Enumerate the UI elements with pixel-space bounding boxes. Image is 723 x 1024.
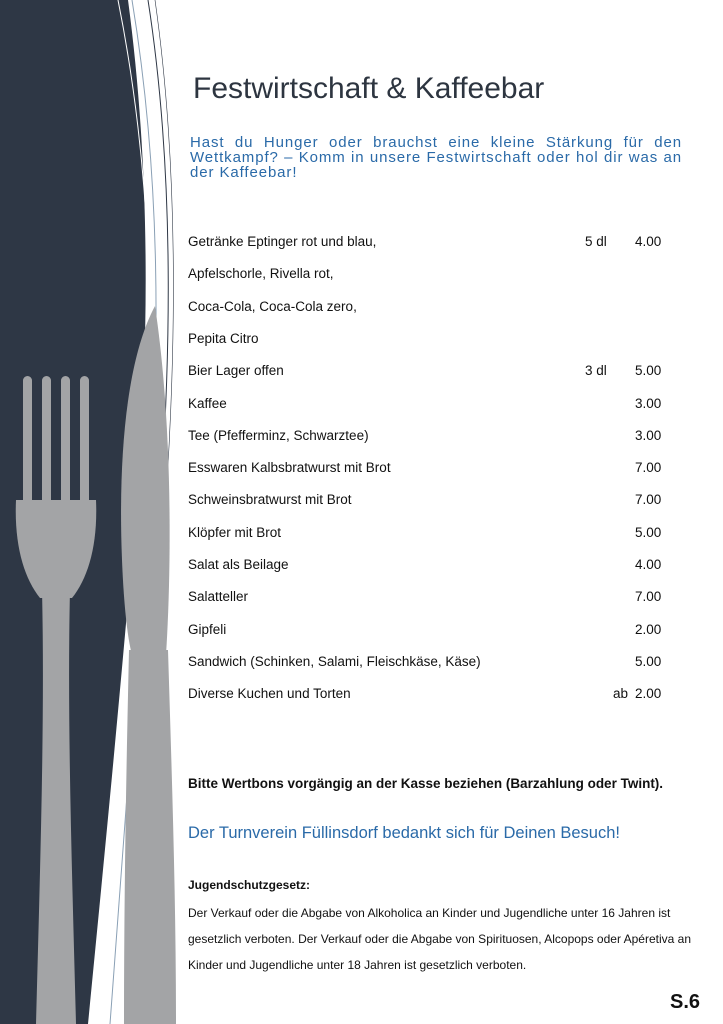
menu-item [188,299,668,319]
menu-item-name: Getränke Eptinger rot und blau, [188,234,377,249]
menu-item-name: Esswaren Kalbsbratwurst mit Brot [188,460,391,475]
menu-item-price: 2.00 [635,622,662,637]
menu-item-price: 3.00 [635,428,662,443]
menu-item-quantity: 5 dl [585,234,607,249]
menu-item [188,363,668,383]
menu-item-price-prefix: ab [613,686,629,701]
menu-item-price: 2.00 [635,686,662,701]
menu-item [188,331,668,351]
menu-item-price: 3.00 [635,396,662,411]
menu-item-price: 7.00 [635,492,662,507]
menu-item-price: 5.00 [635,525,662,540]
menu-item-name: Pepita Citro [188,331,259,346]
menu-item-name: Kaffee [188,396,227,411]
page-title: Festwirtschaft & Kaffeebar [193,72,545,105]
menu-item-name: Salatteller [188,589,249,604]
menu-item-price: 5.00 [635,363,662,378]
page-number: S.6 [670,991,701,1013]
menu-item-name: Tee (Pfefferminz, Schwarztee) [188,428,369,443]
menu-item-name: Salat als Beilage [188,557,289,572]
menu-item [188,686,668,706]
menu-item [188,234,668,254]
menu-item-name: Apfelschorle, Rivella rot, [188,266,334,281]
menu-item-name: Sandwich (Schinken, Salami, Fleischkäse, Käse) [188,654,481,669]
menu-item-name: Klöpfer mit Brot [188,525,282,540]
menu-item-price: 7.00 [635,460,662,475]
menu-item [188,622,668,642]
menu-item-price: 7.00 [635,589,662,604]
intro-text: Hast du Hunger oder brauchst eine kleine Stärkung für den Wettkampf? – Komm in unsere Festwirtschaft oder hol dir was an der Kaffeebar! [190,134,682,181]
menu-item [188,525,668,545]
menu-item-price: 4.00 [635,557,662,572]
youth-protection-text: Der Verkauf oder die Abgabe von Alkoholica an Kinder und Jugendliche unter 16 Jahren ist gesetzlich verboten. Der Verkauf oder die Abgabe von Spirituosen, Alcopops oder Apéretiva an Kinder und Jugendliche unter 18 Jahren ist gesetzlich verboten. [188,906,691,972]
menu-item-price: 5.00 [635,654,662,669]
menu-item-name: Bier Lager offen [188,363,284,378]
menu-item [188,428,668,448]
menu-item [188,557,668,577]
menu-item [188,266,668,286]
thanks-message: Der Turnverein Füllinsdorf bedankt sich für Deinen Besuch! [188,824,620,842]
menu-item-price: 4.00 [635,234,662,249]
menu-item-name: Gipfeli [188,622,227,637]
menu-item-quantity: 3 dl [585,363,607,378]
voucher-notice: Bitte Wertbons vorgängig an der Kasse beziehen (Barzahlung oder Twint). [188,776,664,791]
knife-icon [121,306,176,1024]
menu-item [188,460,668,480]
menu-item [188,396,668,416]
youth-protection-title: Jugendschutzgesetz: [188,878,311,892]
menu-item-name: Coca-Cola, Coca-Cola zero, [188,299,357,314]
menu-item-name: Diverse Kuchen und Torten [188,686,351,701]
menu-item [188,589,668,609]
menu-item-name: Schweinsbratwurst mit Brot [188,492,352,507]
menu-item [188,492,668,512]
menu-item [188,654,668,674]
